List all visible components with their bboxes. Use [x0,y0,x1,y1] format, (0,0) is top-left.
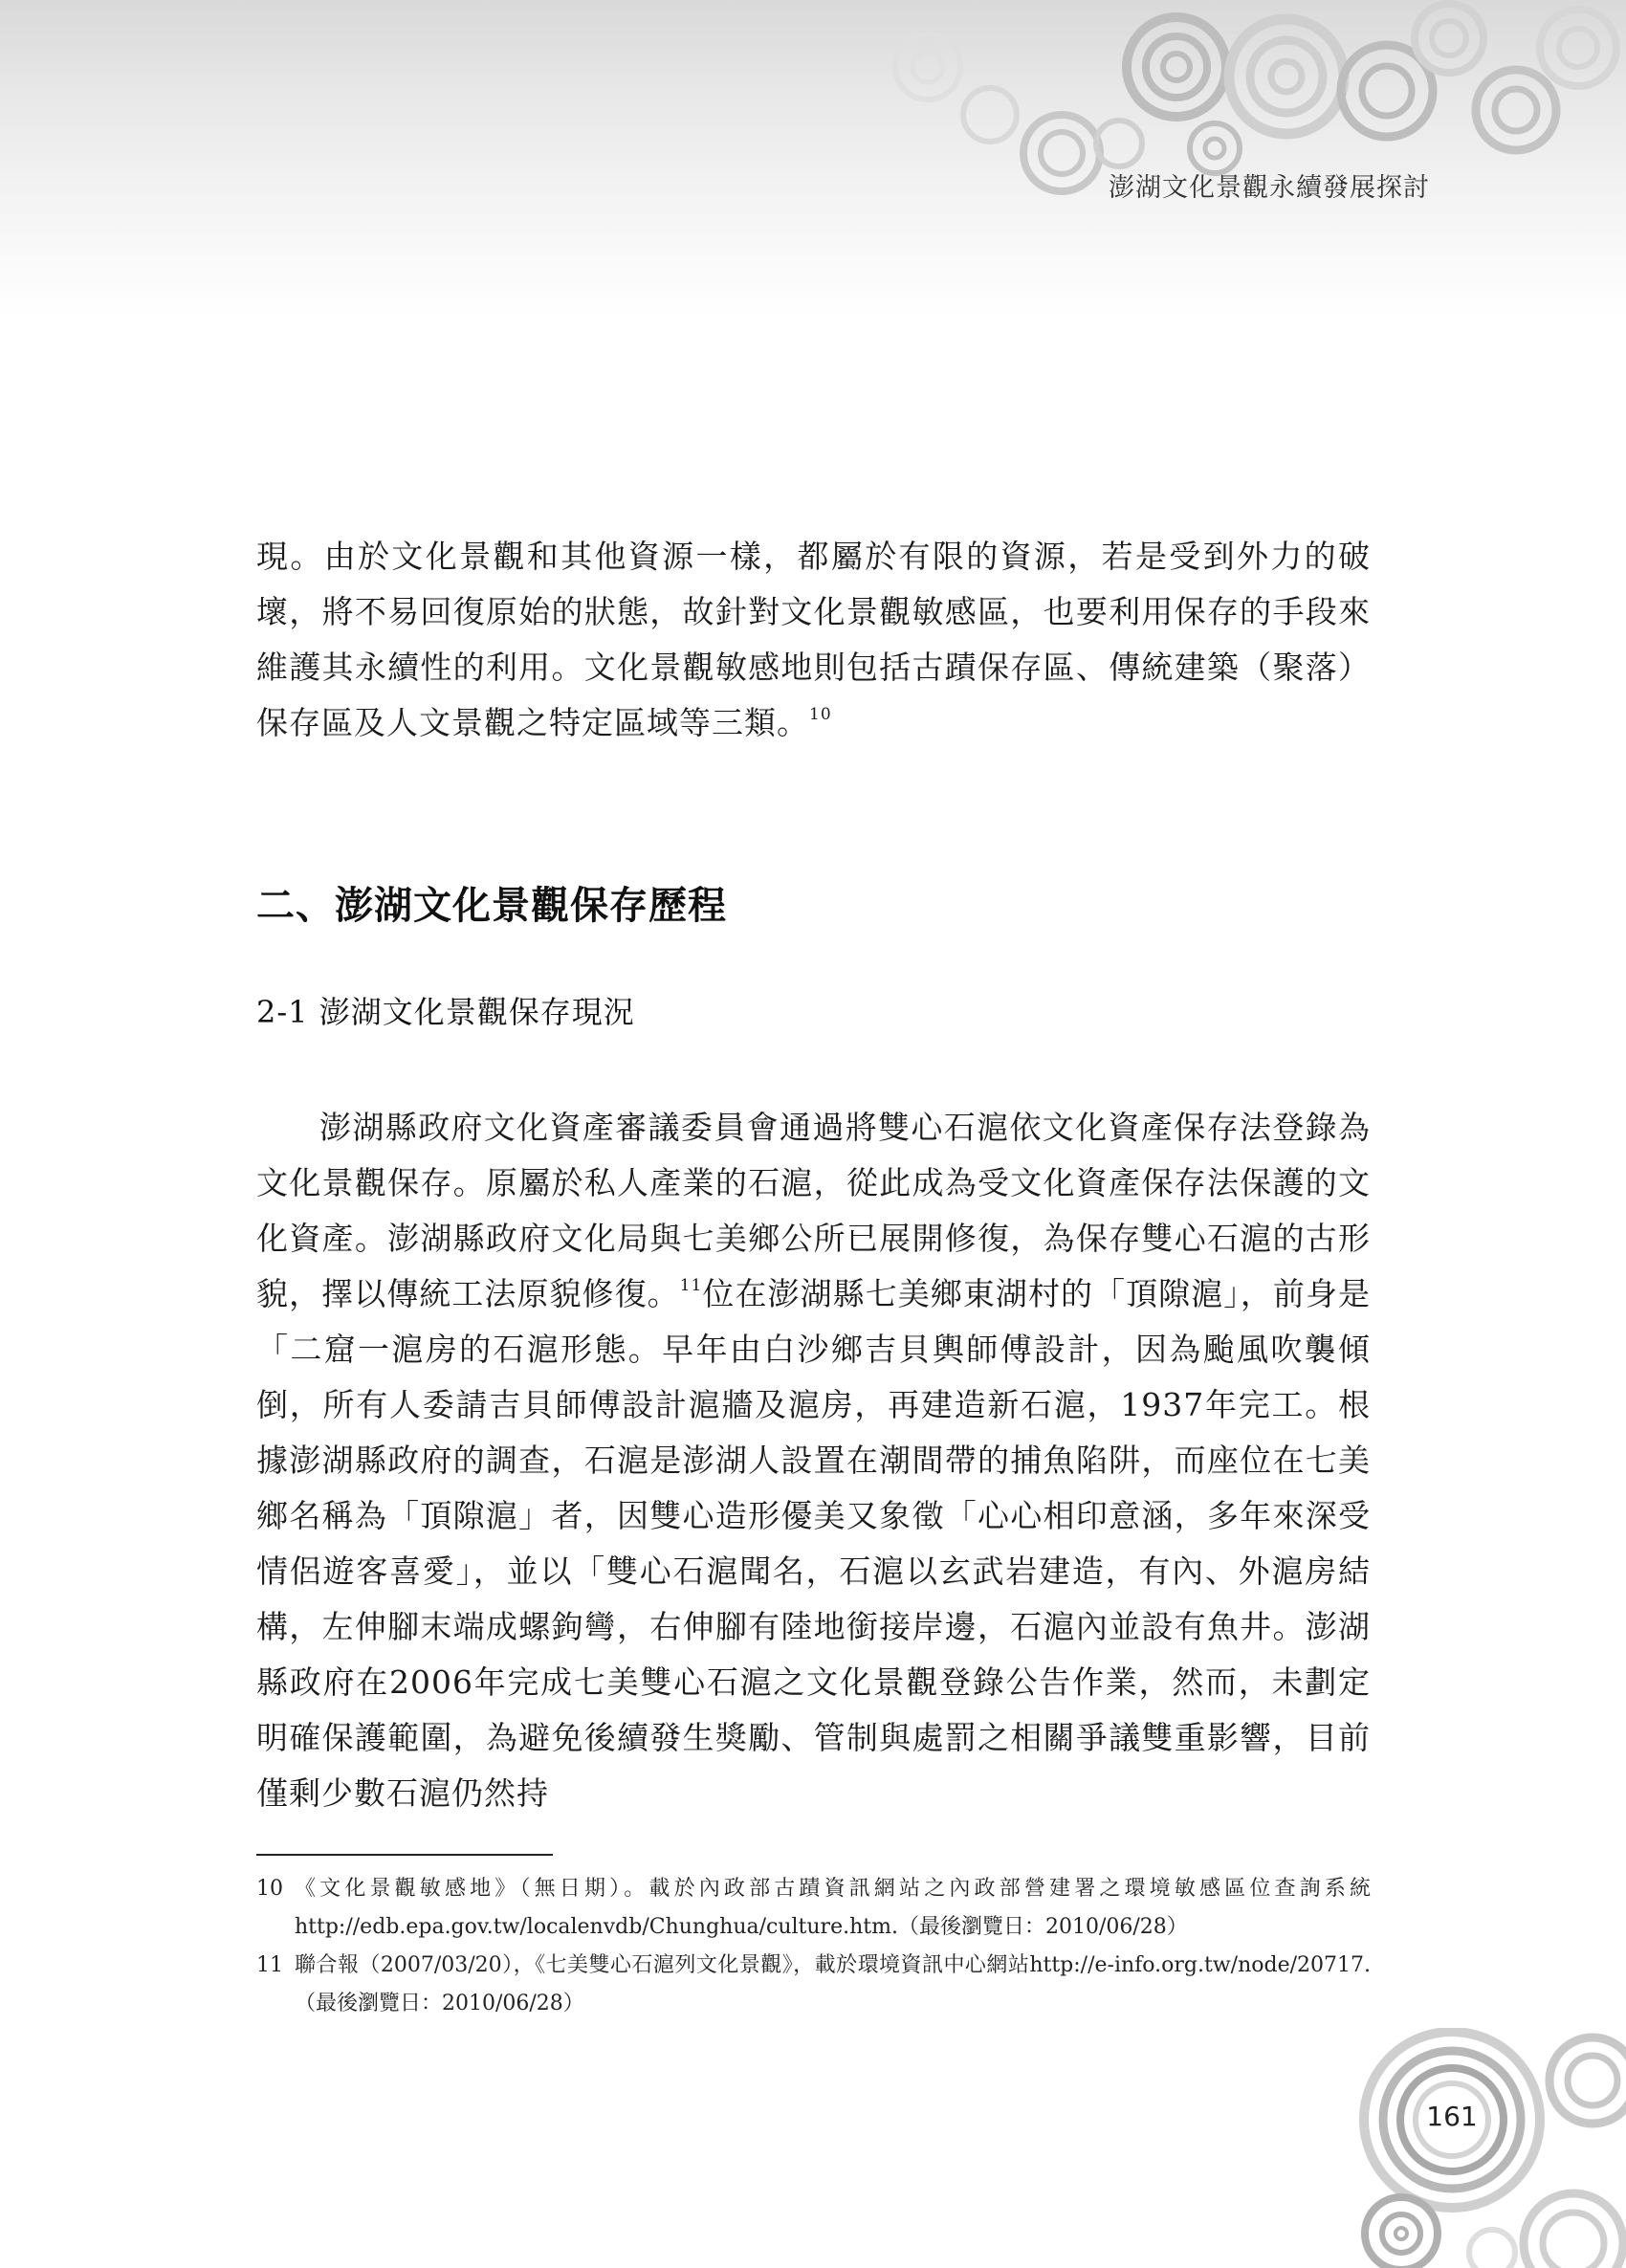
section-title: 二、澎湖文化景觀保存歷程 [256,884,727,928]
footnote-11 [256,1947,1371,2023]
footnote-10 [256,1870,1371,1947]
decorative-circles-header [0,0,1626,316]
footnote-text: 聯合報（2007/03/20），《七美雙心石滬列文化景觀》，載於環境資訊中心網站http://e-info.org.tw/node/20717.（最後瀏覽日：2010/06/28） [295,1953,1371,2015]
intro-paragraph-text: 現。由於文化景觀和其他資源一樣，都屬於有限的資源，若是受到外力的破壞，將不易回復原始的狀態，故針對文化景觀敏感區，也要利用保存的手段來維護其永續性的利用。文化景觀敏感地則包括古蹟保存區、傳統建築（聚落）保存區及人文景觀之特定區域等三類。 [256,538,1371,741]
subsection-title: 2-1 澎湖文化景觀保存現況 [256,994,635,1030]
footnote-ref-10[interactable]: 10 [809,705,832,724]
page-number: 161 [1426,2101,1478,2132]
intro-paragraph-block [256,529,1371,751]
footnotes [256,1870,1371,2023]
intro-paragraph [256,529,1371,751]
running-header: 澎湖文化景觀永續發展探討 [1109,173,1430,203]
main-paragraph-part2: 位在澎湖縣七美鄉東湖村的「頂隙滬」，前身是「二窟一滬房的石滬形態。早年由白沙鄉吉貝輿師傅設計，因為颱風吹襲傾倒，所有人委請吉貝師傅設計滬牆及滬房，再建造新石滬，1937年完工。根據澎湖縣政府的調查，石滬是澎湖人設置在潮間帶的捕魚陷阱，而座位在七美鄉名稱為「頂隙滬」者，因雙心造形優美又象徵「心心相印意涵，多年來深受情侶遊客喜愛」，並以「雙心石滬聞名，石滬以玄武岩建造，有內、外滬房結構，左伸腳末端成螺鉤彎，右伸腳有陸地銜接岸邊，石滬內並設有魚井。澎湖縣政府在2006年完成七美雙心石滬之文化景觀登錄公告作業，然而，未劃定明確保護範圍，為避免後續發生獎勵、管制與處罰之相關爭議雙重影響，目前僅剩少數石滬仍然持 [256,1275,1372,1812]
main-paragraph [256,1100,1371,1821]
footnote-ref-11[interactable]: 11 [679,1276,703,1295]
footnote-number: 11 [256,1953,283,1977]
decorative-circles-footer [1329,2028,1626,2268]
footnote-divider [256,1854,553,1856]
main-paragraph-block [256,1100,1371,1821]
footnote-text: 《文化景觀敏感地》（無日期）。載於內政部古蹟資訊網站之內政部營建署之環境敏感區位查詢系統http://edb.epa.gov.tw/localenvdb/Chunghua/culture.htm.（最後瀏覽日：2010/06/28） [295,1877,1371,1939]
main-paragraph-part1: 澎湖縣政府文化資產審議委員會通過將雙心石滬依文化資產保存法登錄為文化景觀保存。原屬於私人產業的石滬，從此成為受文化資產保存法保護的文化資產。澎湖縣政府文化局與七美鄉公所已展開修復，為保存雙心石滬的古形貌，擇以傳統工法原貌修復。 [256,1109,1371,1312]
footnote-number: 10 [256,1877,283,1901]
